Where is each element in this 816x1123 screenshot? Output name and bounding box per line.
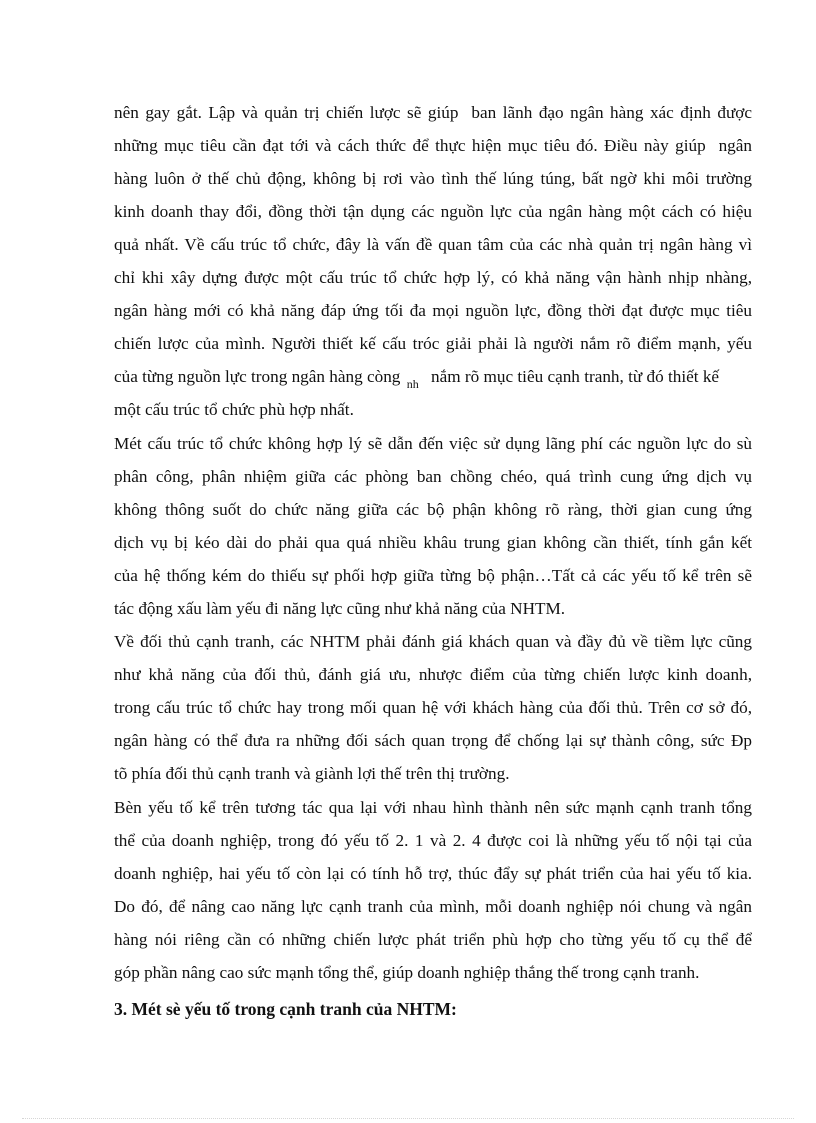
text-line: doanh nghiệp, hai yếu tố còn lại có tính hỗ trợ, thúc đẩy sự phát triển của hai yếu tố kia.	[114, 864, 752, 883]
text-line: góp phần nâng cao sức mạnh tổng thể, giúp doanh nghiệp thắng thế trong cạnh tranh.	[114, 963, 700, 982]
text-line: trong cấu trúc tổ chức hay trong mối quan hệ với khách hàng của đối thủ. Trên cơ sở đó,	[114, 698, 752, 717]
text-line: của hệ thống kém do thiếu sự phối hợp giữa từng bộ phận…Tất cả các yếu tố kể trên sẽ	[114, 566, 752, 585]
text-line: như khả năng của đối thủ, đánh giá ưu, nhược điểm của từng chiến lược kinh doanh,	[114, 665, 752, 684]
text-line: dịch vụ bị kéo dài do phải qua quá nhiều khâu trung gian không cần thiết, tính gắn kết	[114, 533, 752, 552]
text-line: tõ phía đối thủ cạnh tranh và giành lợi thế trên thị trường.	[114, 764, 510, 783]
text-line: Do đó, để nâng cao năng lực cạnh tranh của mình, mỗi doanh nghiệp nói chung và ngân	[114, 897, 752, 916]
text-line: chiến lược của mình. Người thiết kế cấu tróc giải phải là người nắm rõ điểm mạnh, yếu	[114, 334, 752, 353]
text-line: Bèn yếu tố kể trên tương tác qua lại với nhau hình thành nên sức mạnh cạnh tranh tổng	[114, 798, 752, 817]
text-line: ngân hàng mới có khả năng đáp ứng tối đa mọi nguồn lực, đồng thời đạt được mục tiêu	[114, 301, 752, 320]
text-line: Về đối thủ cạnh tranh, các NHTM phải đánh giá khách quan và đầy đủ về tiềm lực cũng	[114, 632, 752, 651]
text-segment: nắm rõ mục tiêu cạnh tranh, từ đó thiết kế	[426, 367, 720, 386]
text-line: chỉ khi xây dựng được một cấu trúc tổ chức hợp lý, có khả năng vận hành nhịp nhàng,	[114, 268, 752, 287]
text-line: Mét cấu trúc tổ chức không hợp lý sẽ dẫn đến việc sử dụng lãng phí các nguồn lực do sù	[114, 434, 752, 453]
text-line: tác động xấu làm yếu đi năng lực cũng như khả năng của NHTM.	[114, 599, 566, 618]
text-line: thể của doanh nghiệp, trong đó yếu tố 2. 1 và 2. 4 được coi là những yếu tố nội tại của	[114, 831, 752, 850]
text-line: hàng luôn ở thế chủ động, không bị rơi vào tình thế lúng túng, bất ngờ khi môi trường	[114, 169, 752, 188]
text-line: quả nhất. Về cấu trúc tổ chức, đây là vấn đề quan tâm của các nhà quản trị ngân hàng vì	[114, 235, 752, 254]
text-line: phân công, phân nhiệm giữa các phòng ban chồng chéo, quá trình cung ứng dịch vụ	[114, 467, 752, 486]
section-heading: 3. Mét sè yếu tố trong cạnh tranh của NHTM:	[114, 999, 457, 1019]
text-segment: của từng nguồn lực trong ngân hàng còng	[114, 367, 405, 386]
text-line: kinh doanh thay đổi, đồng thời tận dụng các nguồn lực của ngân hàng một cách có hiệu	[114, 202, 752, 221]
text-line: ngân hàng có thể đưa ra những đối sách quan trọng để chống lại sự thành công, sức Ðp	[114, 731, 752, 750]
page-bottom-border	[22, 1118, 794, 1119]
subscript-text: nh	[406, 377, 419, 391]
text-line: không thông suốt do chức năng giữa các bộ phận không rõ ràng, thời gian cung ứng	[114, 500, 752, 519]
text-line-with-subscript	[114, 366, 719, 389]
text-line: hàng nói riêng cần có những chiến lược phát triển phù hợp cho từng yếu tố cụ thể để	[114, 930, 752, 949]
text-line: những mục tiêu cần đạt tới và cách thức để thực hiện mục tiêu đó. Điều này giúp ngân	[114, 136, 752, 155]
text-line: một cấu trúc tổ chức phù hợp nhất.	[114, 400, 354, 419]
text-line: nên gay gắt. Lập và quản trị chiến lược sẽ giúp ban lãnh đạo ngân hàng xác định được	[114, 103, 752, 122]
